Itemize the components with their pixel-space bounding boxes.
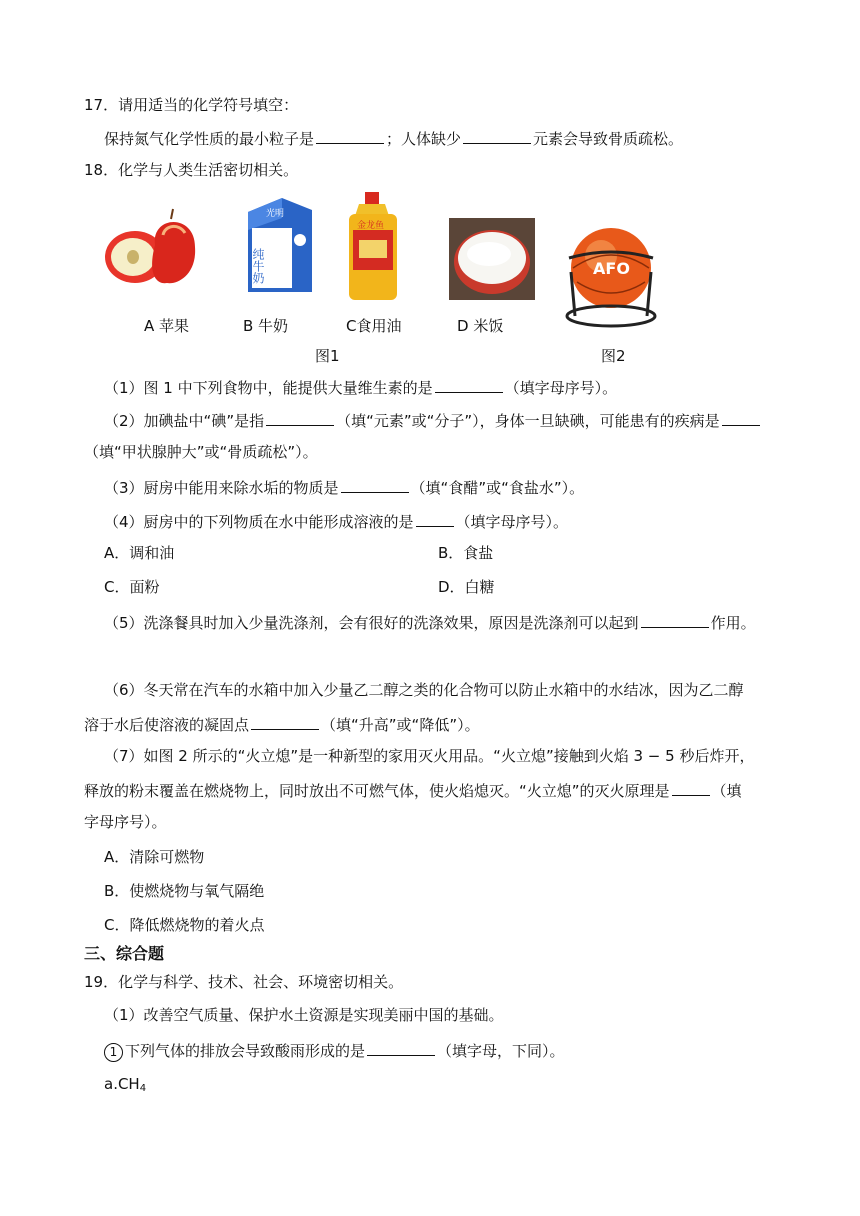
answer-blank[interactable]: [722, 409, 760, 426]
figure1-caption: 图1: [315, 347, 340, 365]
q18-part2-cont: （填“甲状腺肿大”或“骨质疏松”）。: [84, 443, 318, 461]
circled-number: 1: [104, 1043, 123, 1062]
q18-part3-text: （3）厨房中能用来除水垢的物质是: [104, 479, 339, 497]
q18-title: 18．化学与人类生活密切相关。: [84, 161, 299, 179]
q18-part3: [104, 476, 584, 498]
q18-part2-text-b: （填“元素”或“分子”），身体一旦缺碘，可能患有的疾病是: [336, 412, 720, 430]
figure-label-a: A 苹果: [144, 317, 190, 335]
q18-part5: [104, 611, 756, 633]
figure-label-c: C食用油: [346, 317, 402, 335]
q18-part5-text: （5）洗涤餐具时加入少量洗涤剂，会有很好的洗涤效果，原因是洗涤剂可以起到: [104, 614, 639, 632]
q19-sub1-hint: （填字母，下同）。: [437, 1042, 565, 1060]
q18-part2: [104, 409, 762, 431]
figure-label-b: B 牛奶: [243, 317, 289, 335]
answer-blank[interactable]: [416, 510, 454, 527]
figure-label-d: D 米饭: [457, 317, 504, 335]
option-c[interactable]: C．降低燃烧物的着火点: [104, 916, 265, 934]
q19-part1: （1）改善空气质量、保护水土资源是实现美丽中国的基础。: [104, 1006, 504, 1024]
q18-part2-text: （2）加碘盐中“碘”是指: [104, 412, 265, 430]
fire-extinguisher-ball-image: [563, 212, 659, 332]
answer-blank[interactable]: [341, 476, 409, 493]
option-b[interactable]: B．使燃烧物与氧气隔绝: [104, 882, 265, 900]
q18-part7: （7）如图 2 所示的“火立熄”是一种新型的家用灭火用品。“火立熄”接触到火焰 3 − 5 秒后炸开，: [104, 747, 755, 765]
answer-blank[interactable]: [463, 127, 531, 144]
q17-text-c: 元素会导致骨质疏松。: [533, 130, 684, 148]
q19-sub1: [104, 1039, 565, 1062]
q19-title: 19．化学与科学、技术、社会、环境密切相关。: [84, 973, 404, 991]
option-d[interactable]: D．白糖: [438, 578, 495, 596]
option-c[interactable]: C．面粉: [104, 578, 160, 596]
q19-sub1-text: 下列气体的排放会导致酸雨形成的是: [125, 1042, 366, 1060]
answer-blank[interactable]: [641, 611, 709, 628]
option-a[interactable]: A．调和油: [104, 544, 175, 562]
q18-part1: [104, 376, 617, 398]
q18-part4-text: （4）厨房中的下列物质在水中能形成溶液的是: [104, 513, 414, 531]
q18-part6: （6）冬天常在汽车的水箱中加入少量乙二醇之类的化合物可以防止水箱中的水结冰，因为乙二醇: [104, 681, 744, 699]
q18-part3-hint: （填“食醋”或“食盐水”）。: [410, 479, 585, 497]
q18-part1-hint: （填字母序号）。: [504, 379, 618, 397]
q18-part6-cont: [84, 713, 480, 735]
cooking-oil-image: [345, 192, 401, 302]
formula-subscript: 4: [139, 1083, 147, 1094]
answer-blank[interactable]: [266, 409, 334, 426]
milk-label-text: 纯牛奶: [251, 248, 265, 284]
option-a[interactable]: A．清除可燃物: [104, 848, 205, 866]
q18-part1-text: （1）图 1 中下列食物中，能提供大量维生素的是: [104, 379, 433, 397]
rice-bowl-image: [449, 218, 535, 300]
oil-brand-text: 金龙鱼: [357, 221, 385, 231]
q18-part4: [104, 510, 568, 532]
q17-text-a: 保持氮气化学性质的最小粒子是: [104, 130, 315, 148]
q18-part7-text: 释放的粉末覆盖在燃烧物上，同时放出不可燃气体，使火焰熄灭。“火立熄”的灭火原理是: [84, 782, 670, 800]
answer-blank[interactable]: [316, 127, 384, 144]
q18-part6-text: 溶于水后使溶液的凝固点: [84, 716, 250, 734]
formula-text: a.CH: [104, 1075, 140, 1093]
answer-blank[interactable]: [251, 713, 319, 730]
apple-image: [103, 205, 199, 285]
q19-option-a[interactable]: [104, 1074, 146, 1099]
q18-part7-hint: （填: [711, 782, 742, 800]
q18-part7-cont: [84, 779, 742, 801]
q18-part4-hint: （填字母序号）。: [455, 513, 569, 531]
q18-part7-cont2: 字母序号）。: [84, 813, 167, 831]
milk-carton-image: [244, 196, 314, 294]
q17-line1: [104, 127, 683, 149]
q18-part5-tail: 作用。: [710, 614, 756, 632]
q18-part6-hint: （填“升高”或“降低”）。: [321, 716, 480, 734]
section-heading: 三、综合题: [84, 944, 165, 963]
q17-text-b: ；人体缺少: [386, 130, 462, 148]
q17-title: 17．请用适当的化学符号填空：: [84, 96, 299, 114]
answer-blank[interactable]: [672, 779, 710, 796]
milk-brand-text: 光明: [266, 209, 285, 219]
answer-blank[interactable]: [435, 376, 503, 393]
option-b[interactable]: B．食盐: [438, 544, 494, 562]
ball-text: AFO: [593, 259, 630, 278]
answer-blank[interactable]: [367, 1039, 435, 1056]
figure2-caption: 图2: [601, 347, 626, 365]
